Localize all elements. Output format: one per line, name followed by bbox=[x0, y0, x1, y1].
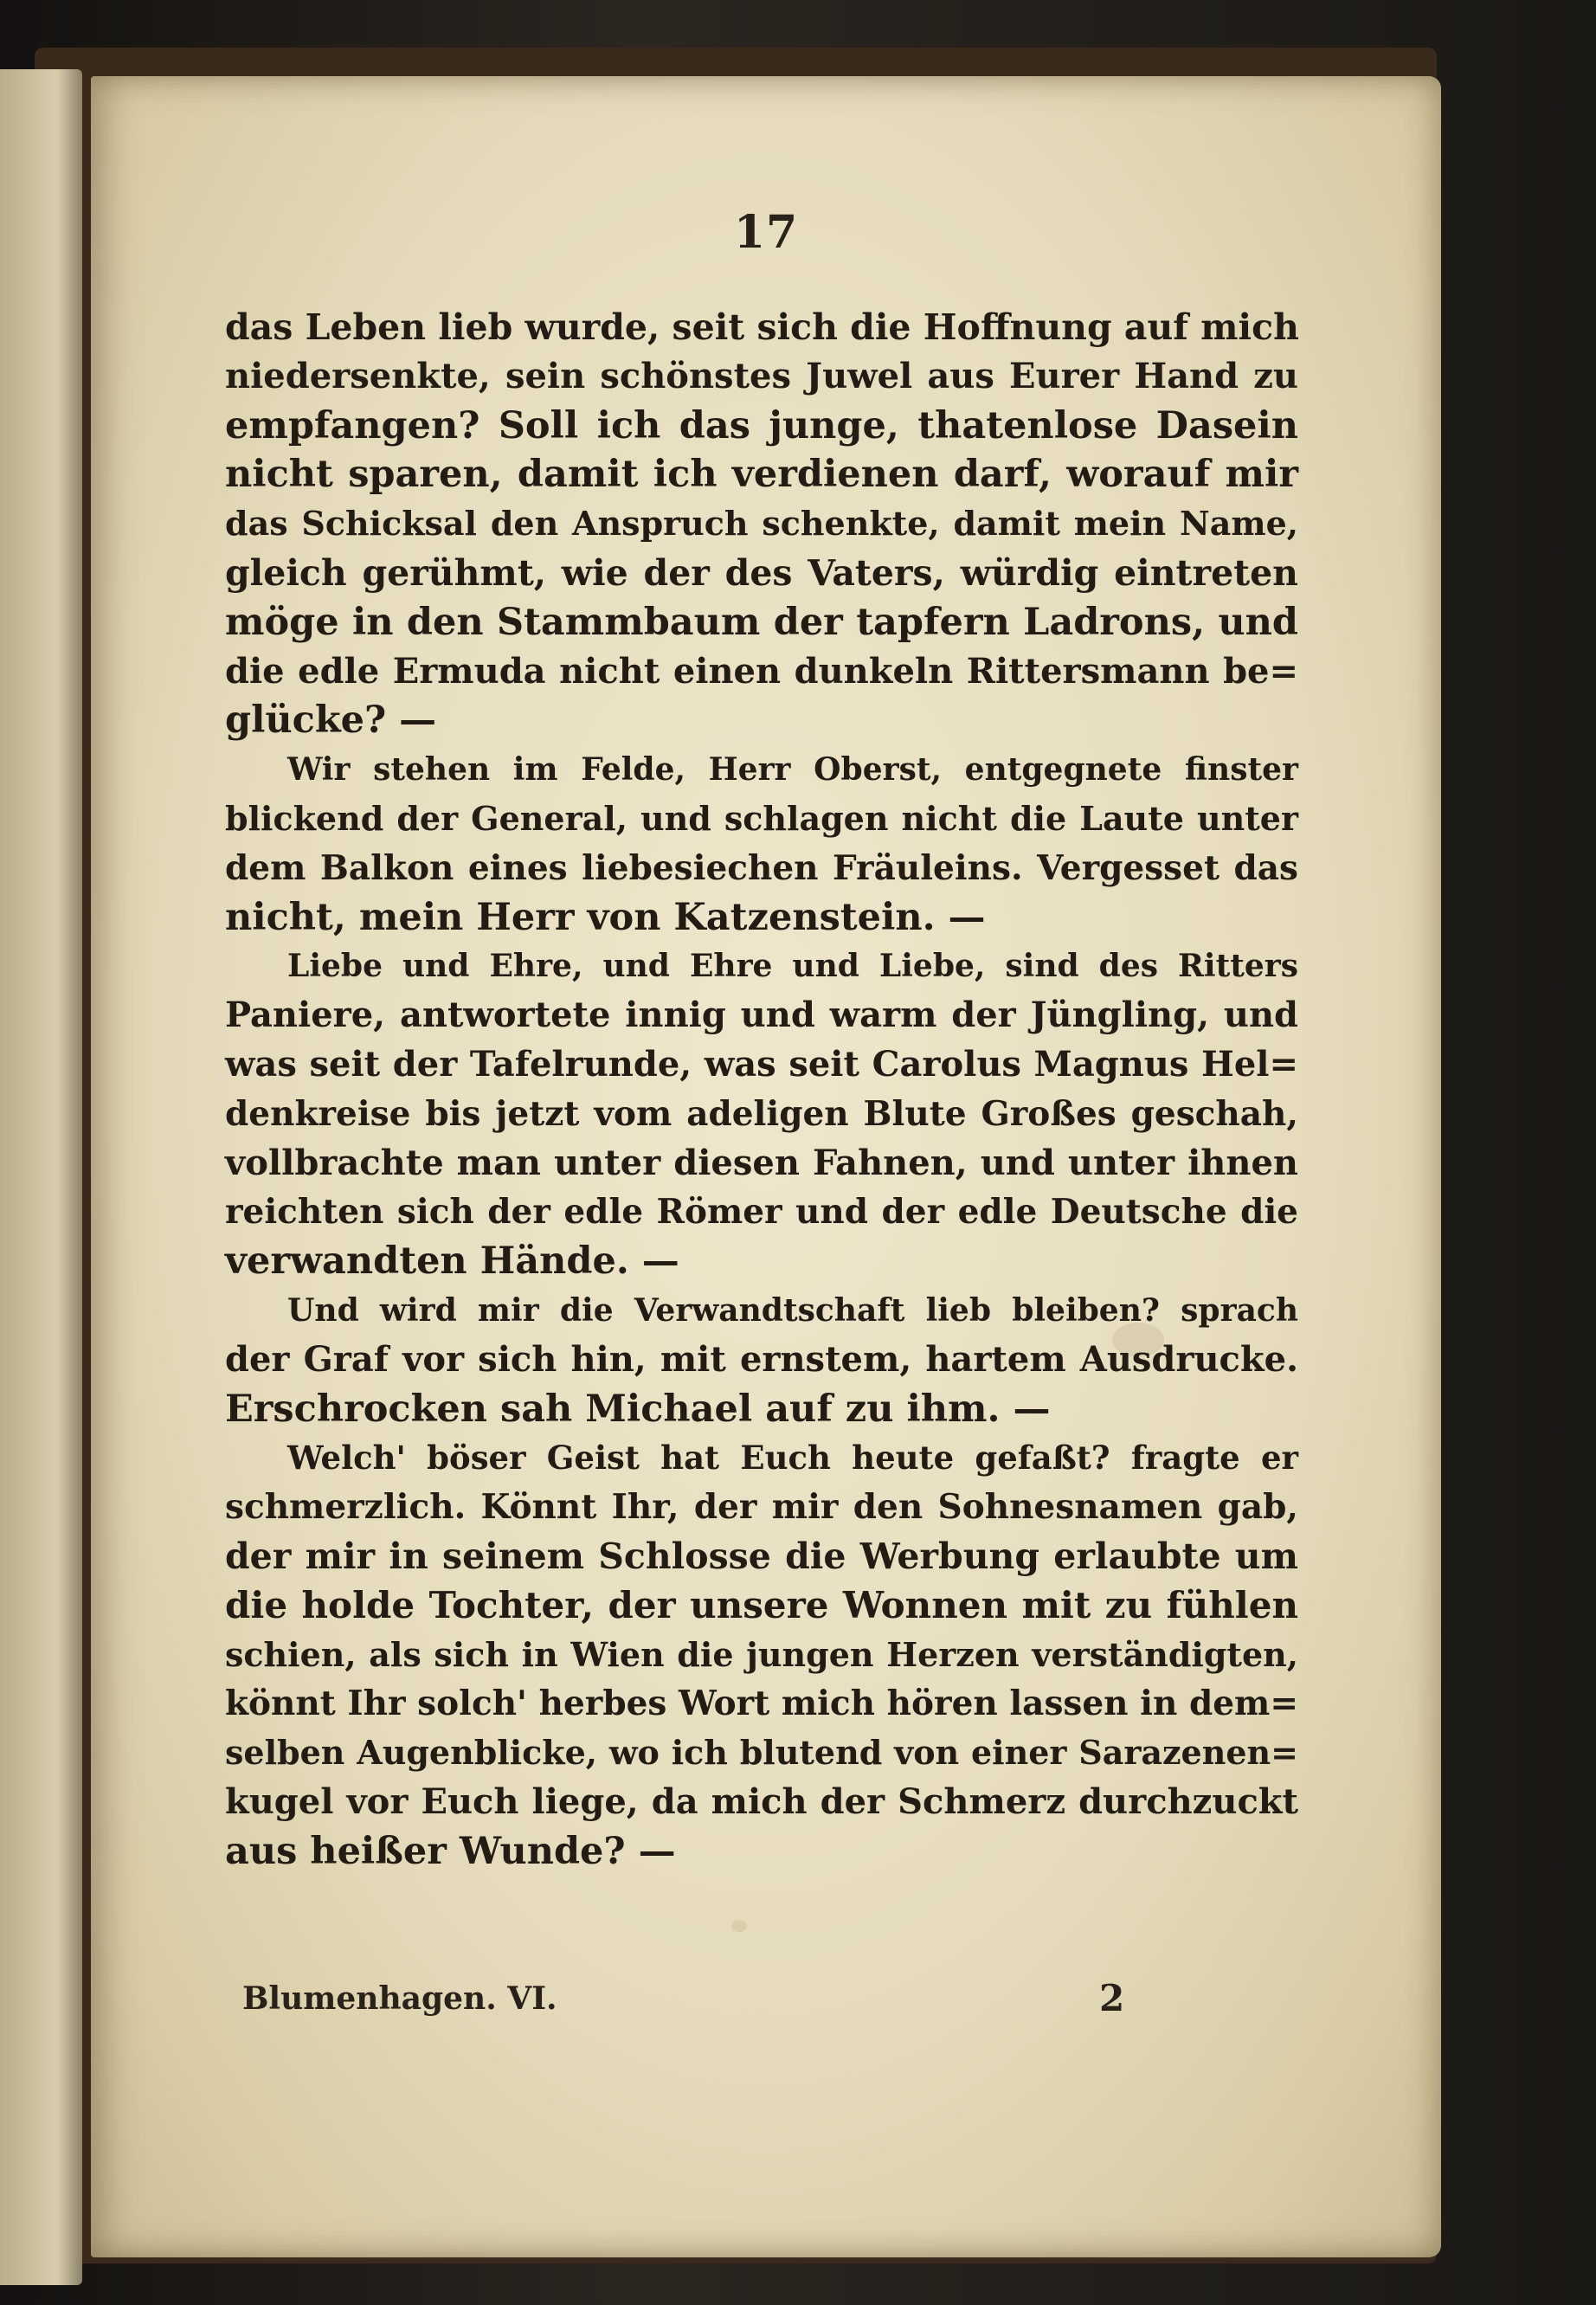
text-line: Wir stehen im Felde, Herr Oberst, entgegnete finster bbox=[287, 751, 1298, 789]
text-line: das Leben lieb wurde, seit sich die Hoffnung auf mich bbox=[225, 306, 1299, 348]
text-line: was seit der Tafelrunde, was seit Carolus Magnus Hel= bbox=[225, 1043, 1298, 1085]
page-footer bbox=[242, 1977, 1125, 2032]
text-line: selben Augenblicke, wo ich blutend von einer Sarazenen= bbox=[225, 1733, 1298, 1773]
sheet-number: 2 bbox=[1099, 1977, 1125, 2019]
text-line: möge in den Stammbaum der tapfern Ladrons, und bbox=[225, 600, 1298, 644]
text-line: der mir in seinem Schlosse die Werbung erlaubte um bbox=[225, 1535, 1298, 1577]
page-stain bbox=[731, 1920, 747, 1932]
text-line: Und wird mir die Verwandtschaft lieb bleiben? sprach bbox=[287, 1291, 1298, 1329]
text-line: schmerzlich. Könnt Ihr, der mir den Sohnesnamen gab, bbox=[225, 1487, 1298, 1528]
text-line: vollbrachte man unter diesen Fahnen, und unter ihnen bbox=[225, 1142, 1298, 1183]
text-line: könnt Ihr solch' herbes Wort mich hören lassen in dem= bbox=[225, 1684, 1298, 1724]
text-line: die holde Tochter, der unsere Wonnen mit zu fühlen bbox=[225, 1583, 1298, 1626]
text-line: Paniere, antwortete innig und warm der Jüngling, und bbox=[225, 995, 1298, 1036]
text-line: der Graf vor sich hin, mit ernstem, hartem Ausdrucke. bbox=[225, 1338, 1298, 1380]
text-line: Welch' böser Geist hat Euch heute gefaßt? fragte er bbox=[287, 1439, 1298, 1478]
page-number: 17 bbox=[733, 206, 799, 259]
text-line: gleich gerühmt, wie der des Vaters, würdig eintreten bbox=[225, 551, 1298, 594]
book-page bbox=[91, 76, 1441, 2257]
text-line: dem Balkon eines liebesiechen Fräuleins. Vergesset das bbox=[225, 847, 1298, 888]
text-line: verwandten Hände. — bbox=[225, 1239, 679, 1284]
text-line: schien, als sich in Wien die jungen Herzen verständigten, bbox=[225, 1634, 1298, 1674]
text-line: das Schicksal den Anspruch schenkte, damit mein Name, bbox=[225, 504, 1298, 544]
text-line: aus heißer Wunde? — bbox=[225, 1829, 676, 1873]
text-line: glücke? — bbox=[225, 699, 437, 743]
text-line: nicht, mein Herr von Katzenstein. — bbox=[225, 895, 986, 939]
text-line: Erschrocken sah Michael auf zu ihm. — bbox=[225, 1387, 1051, 1431]
text-line: nicht sparen, damit ich verdienen darf, worauf mir bbox=[225, 453, 1298, 497]
text-line: niedersenkte, sein schönstes Juwel aus Eurer Hand zu bbox=[225, 355, 1298, 396]
text-line: die edle Ermuda nicht einen dunkeln Rittersmann be= bbox=[225, 650, 1298, 692]
body-text bbox=[225, 303, 1298, 1877]
text-line: empfangen? Soll ich das junge, thatenlose Dasein bbox=[225, 403, 1298, 447]
printer-signature: Blumenhagen. VI. bbox=[242, 1980, 557, 2017]
left-page-edge bbox=[0, 69, 82, 2285]
text-line: denkreise bis jetzt vom adeligen Blute Großes geschah, bbox=[225, 1093, 1298, 1134]
text-line: blickend der General, und schlagen nicht die Laute unter bbox=[225, 798, 1298, 838]
text-line: Liebe und Ehre, und Ehre und Liebe, sind des Ritters bbox=[287, 948, 1298, 985]
text-line: reichten sich der edle Römer und der edle Deutsche die bbox=[225, 1192, 1298, 1233]
text-line: kugel vor Euch liege, da mich der Schmerz durchzuckt bbox=[225, 1780, 1298, 1822]
